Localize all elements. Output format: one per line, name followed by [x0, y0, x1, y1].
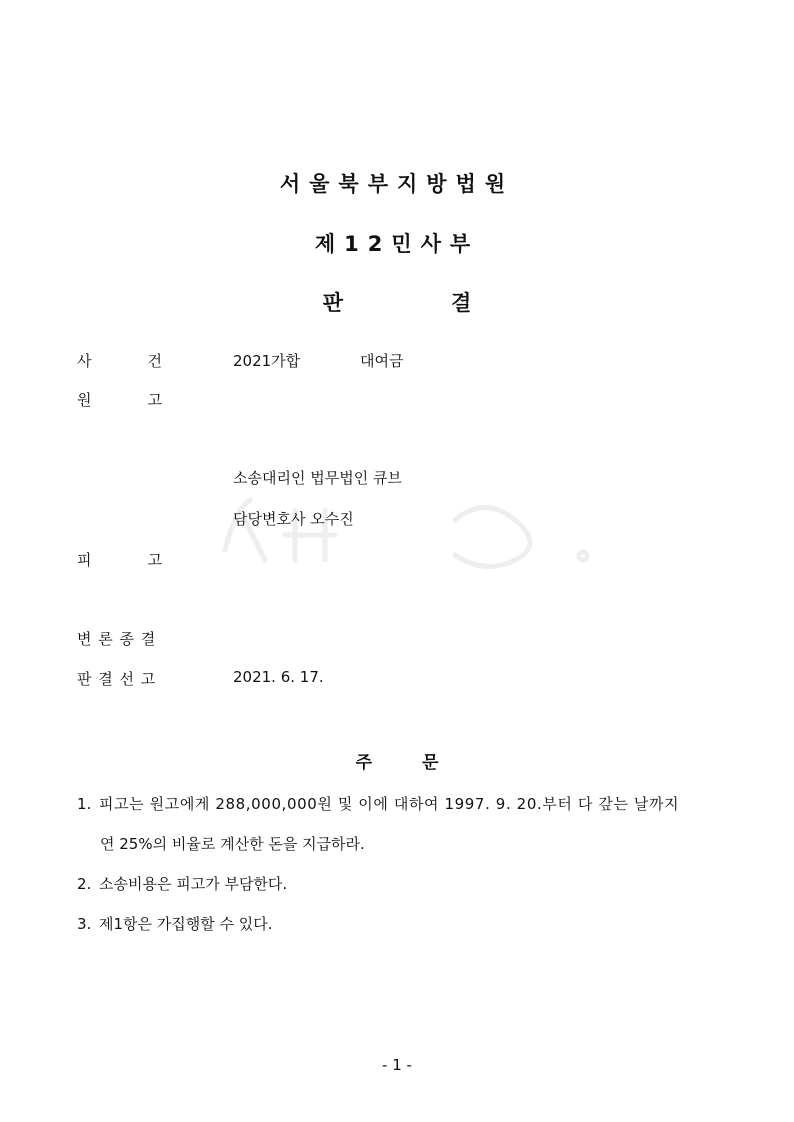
order-item-continuation: 연 25%의 비율로 계산한 돈을 지급하라.: [100, 835, 365, 853]
case-name: 대여금: [360, 352, 404, 370]
counsel-line-1: 소송대리인 법무법인 큐브: [233, 469, 402, 487]
order-item: 2. 소송비용은 피고가 부담한다.: [77, 875, 288, 893]
counsel-line-2: 담당변호사 오수진: [233, 510, 354, 528]
plaintiff-label: 원 고: [77, 391, 162, 409]
page-number: - 1 -: [382, 1056, 412, 1074]
document-title: [0, 287, 794, 317]
order-item: 1. 피고는 원고에게 288,000,000원 및 이에 대하여 1997. 9. 20.부터 다 갚는 날까지: [77, 795, 680, 813]
ruling-date-label: 판 결 선 고: [77, 670, 157, 688]
title-right: 결: [451, 291, 472, 315]
ruling-date-value: 2021. 6. 17.: [233, 668, 324, 686]
section-heading: 주 문: [355, 753, 439, 773]
title-left: 판: [322, 291, 343, 315]
case-label: 사 건: [77, 352, 162, 370]
court-name: 서울북부지방법원: [279, 172, 515, 196]
defendant-label: 피 고: [77, 551, 162, 569]
case-number: 2021가합: [233, 352, 301, 370]
closing-label: 변 론 종 결: [77, 630, 157, 648]
division-name: 제12민사부: [314, 232, 480, 256]
order-item: 3. 제1항은 가집행할 수 있다.: [77, 915, 273, 933]
